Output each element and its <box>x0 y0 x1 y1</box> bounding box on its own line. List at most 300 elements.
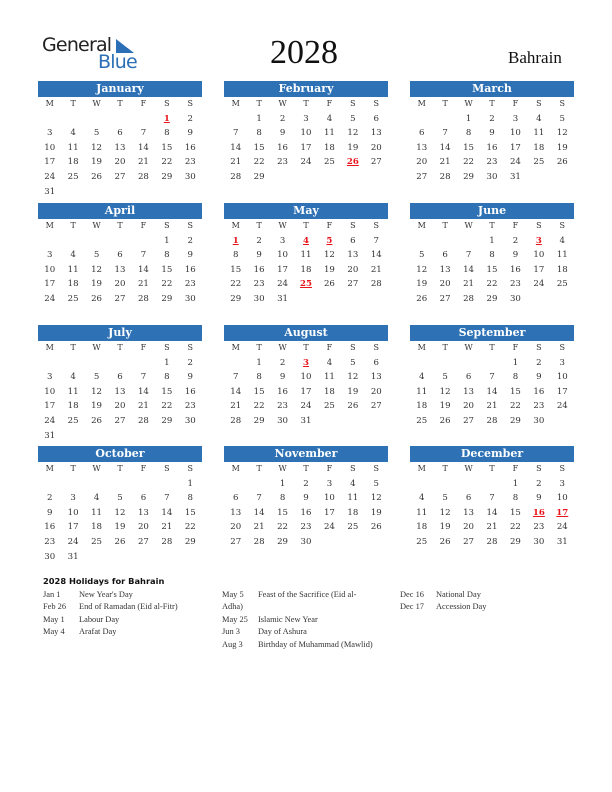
day-cell: 15 <box>230 264 242 275</box>
day-cell: 8 <box>279 493 286 504</box>
weekday-label: S <box>373 221 380 230</box>
calendar-year-title: 2028 <box>270 34 338 71</box>
empty-cell <box>132 112 155 127</box>
day-cell: 30 <box>184 293 196 304</box>
day-cell: 26 <box>439 415 451 426</box>
holiday-day-cell: 3 <box>535 235 542 246</box>
day-cell: 12 <box>439 386 451 397</box>
day-cell: 16 <box>253 264 265 275</box>
day-grid <box>410 341 574 429</box>
day-cell: 17 <box>44 401 56 412</box>
weekday-label: T <box>256 221 262 230</box>
day-cell: 2 <box>187 235 194 246</box>
day-cell: 31 <box>509 171 521 182</box>
day-cell: 1 <box>164 235 170 246</box>
day-cell: 24 <box>323 522 335 533</box>
day-grid <box>224 341 388 429</box>
weekday-label: F <box>326 464 333 473</box>
day-cell: 14 <box>439 142 451 153</box>
day-cell: 23 <box>184 401 196 412</box>
day-cell: 29 <box>509 536 521 547</box>
weekday-label: M <box>417 464 426 473</box>
empty-cell <box>108 477 131 492</box>
day-cell: 3 <box>46 128 53 139</box>
weekday-label: T <box>256 343 262 352</box>
weekday-label: M <box>231 343 240 352</box>
weekday-label: W <box>278 343 287 352</box>
day-grid <box>410 462 574 550</box>
day-cell: 22 <box>486 279 498 290</box>
day-cell: 14 <box>137 142 149 153</box>
day-cell: 17 <box>67 522 79 533</box>
day-cell: 13 <box>463 386 475 397</box>
day-cell: 30 <box>533 536 545 547</box>
empty-cell <box>85 234 108 249</box>
month-header: May <box>224 203 388 219</box>
day-cell: 2 <box>536 357 542 368</box>
holiday-date: May 25 <box>222 614 248 624</box>
day-cell: 8 <box>489 250 495 261</box>
day-cell: 31 <box>44 186 56 197</box>
day-cell: 7 <box>465 250 472 261</box>
weekday-label: F <box>512 99 519 108</box>
day-cell: 4 <box>93 493 100 504</box>
day-cell: 30 <box>277 415 289 426</box>
empty-cell <box>410 356 433 371</box>
day-cell: 10 <box>44 386 56 397</box>
day-cell: 22 <box>230 279 242 290</box>
weekday-label: S <box>187 464 194 473</box>
day-cell: 24 <box>44 171 56 182</box>
empty-cell <box>108 356 131 371</box>
month-august <box>224 325 388 429</box>
holiday-date: Aug 3 <box>222 639 243 649</box>
weekday-label: S <box>350 343 356 352</box>
day-cell: 30 <box>533 415 545 426</box>
day-cell: 11 <box>323 372 335 383</box>
day-cell: 20 <box>463 522 475 533</box>
day-cell: 18 <box>533 142 545 153</box>
day-cell: 22 <box>509 401 521 412</box>
day-cell: 2 <box>187 113 194 124</box>
day-cell: 30 <box>486 171 498 182</box>
day-cell: 17 <box>556 386 568 397</box>
day-cell: 5 <box>93 250 100 261</box>
weekday-label: W <box>464 464 473 473</box>
day-cell: 29 <box>161 171 173 182</box>
day-cell: 21 <box>370 264 382 275</box>
day-cell: 16 <box>184 386 196 397</box>
day-cell: 19 <box>91 401 103 412</box>
day-cell: 25 <box>556 279 568 290</box>
day-cell: 4 <box>70 372 76 383</box>
day-cell: 29 <box>161 293 173 304</box>
day-cell: 12 <box>323 250 335 261</box>
weekday-label: M <box>45 464 54 473</box>
day-cell: 23 <box>300 522 312 533</box>
day-cell: 28 <box>486 536 498 547</box>
day-cell: 16 <box>184 142 196 153</box>
day-cell: 25 <box>323 401 335 412</box>
day-cell: 11 <box>67 142 79 153</box>
day-cell: 13 <box>114 142 126 153</box>
day-cell: 1 <box>489 235 495 246</box>
day-cell: 3 <box>46 250 53 261</box>
empty-cell <box>132 234 155 249</box>
day-cell: 28 <box>137 415 149 426</box>
day-cell: 7 <box>489 493 495 504</box>
day-cell: 15 <box>509 507 521 518</box>
day-cell: 7 <box>232 128 239 139</box>
day-cell: 3 <box>326 478 333 489</box>
day-cell: 12 <box>347 128 359 139</box>
day-cell: 10 <box>67 507 79 518</box>
holiday-row <box>43 614 213 626</box>
day-cell: 7 <box>256 493 262 504</box>
day-cell: 12 <box>91 264 103 275</box>
day-cell: 23 <box>533 401 545 412</box>
day-grid <box>410 97 574 185</box>
day-cell: 17 <box>44 157 56 168</box>
day-cell: 27 <box>439 293 451 304</box>
day-cell: 10 <box>44 264 56 275</box>
day-cell: 26 <box>439 536 451 547</box>
day-grid <box>38 219 202 307</box>
day-cell: 7 <box>232 372 239 383</box>
day-cell: 17 <box>277 264 289 275</box>
day-cell: 18 <box>323 386 335 397</box>
day-cell: 14 <box>370 250 382 261</box>
day-cell: 24 <box>509 157 521 168</box>
day-cell: 4 <box>536 113 542 124</box>
empty-cell <box>61 234 84 249</box>
day-cell: 9 <box>279 128 286 139</box>
day-cell: 26 <box>91 293 103 304</box>
day-cell: 10 <box>300 128 312 139</box>
empty-cell <box>85 477 108 492</box>
general-blue-logo <box>42 34 142 74</box>
day-cell: 13 <box>370 372 382 383</box>
weekday-label: M <box>231 464 240 473</box>
day-cell: 13 <box>439 264 451 275</box>
month-header: February <box>224 81 388 97</box>
day-cell: 2 <box>303 478 309 489</box>
day-cell: 29 <box>253 415 265 426</box>
holiday-name: Accession Day <box>436 602 487 612</box>
weekday-label: S <box>164 99 170 108</box>
day-cell: 1 <box>164 357 170 368</box>
day-cell: 9 <box>536 493 542 504</box>
day-cell: 21 <box>230 157 242 168</box>
weekday-label: M <box>45 343 54 352</box>
day-cell: 27 <box>137 536 149 547</box>
weekday-label: F <box>326 221 333 230</box>
day-cell: 6 <box>232 493 239 504</box>
day-cell: 26 <box>416 293 428 304</box>
day-cell: 26 <box>370 522 382 533</box>
day-cell: 23 <box>253 279 265 290</box>
day-cell: 16 <box>277 142 289 153</box>
holiday-name: Birthday of Muhammad (Mawlid) <box>258 639 373 649</box>
day-cell: 17 <box>533 264 545 275</box>
day-cell: 21 <box>161 522 173 533</box>
empty-cell <box>61 356 84 371</box>
day-cell: 8 <box>164 372 170 383</box>
weekday-label: T <box>442 343 448 352</box>
day-cell: 14 <box>137 386 149 397</box>
day-cell: 14 <box>161 507 173 518</box>
day-cell: 15 <box>161 264 173 275</box>
day-cell: 24 <box>300 401 312 412</box>
day-cell: 6 <box>373 113 380 124</box>
day-cell: 25 <box>67 293 79 304</box>
day-cell: 8 <box>187 493 194 504</box>
holiday-day-cell: 3 <box>303 357 309 368</box>
holiday-row <box>400 601 570 613</box>
holiday-date: Jun 3 <box>222 627 240 637</box>
month-october <box>38 446 202 564</box>
empty-cell <box>433 234 456 249</box>
day-cell: 29 <box>463 171 475 182</box>
day-cell: 5 <box>117 493 123 504</box>
day-cell: 16 <box>44 522 56 533</box>
day-cell: 12 <box>416 264 428 275</box>
weekday-label: S <box>373 99 380 108</box>
empty-cell <box>410 234 433 249</box>
day-cell: 18 <box>416 522 428 533</box>
day-cell: 20 <box>370 386 382 397</box>
weekday-label: T <box>117 99 123 108</box>
empty-cell <box>132 477 155 492</box>
weekday-label: W <box>92 464 101 473</box>
day-cell: 6 <box>418 128 425 139</box>
day-cell: 9 <box>46 507 53 518</box>
empty-cell <box>457 234 480 249</box>
weekday-label: T <box>303 99 309 108</box>
weekday-label: W <box>464 221 473 230</box>
month-december <box>410 446 574 550</box>
weekday-label: S <box>164 343 170 352</box>
weekday-label: T <box>303 464 309 473</box>
day-cell: 20 <box>370 142 382 153</box>
day-cell: 1 <box>256 357 262 368</box>
day-cell: 19 <box>91 157 103 168</box>
day-cell: 28 <box>370 279 382 290</box>
day-cell: 25 <box>91 536 103 547</box>
day-cell: 22 <box>184 522 196 533</box>
holiday-date: Dec 17 <box>400 602 424 612</box>
empty-cell <box>457 477 480 492</box>
weekday-label: S <box>559 99 566 108</box>
day-cell: 17 <box>300 386 312 397</box>
day-cell: 1 <box>279 478 286 489</box>
day-cell: 7 <box>140 372 147 383</box>
holiday-row <box>222 639 394 651</box>
day-cell: 27 <box>370 401 382 412</box>
day-cell: 25 <box>323 157 335 168</box>
weekday-label: T <box>489 99 495 108</box>
day-cell: 23 <box>184 279 196 290</box>
empty-cell <box>85 356 108 371</box>
weekday-label: T <box>70 99 76 108</box>
day-cell: 26 <box>556 157 568 168</box>
country-label: Bahrain <box>508 48 562 67</box>
day-cell: 22 <box>463 157 475 168</box>
day-cell: 13 <box>416 142 428 153</box>
day-cell: 21 <box>230 401 242 412</box>
day-cell: 20 <box>463 401 475 412</box>
day-cell: 4 <box>418 493 425 504</box>
day-cell: 18 <box>67 401 79 412</box>
day-cell: 28 <box>463 293 475 304</box>
weekday-label: F <box>512 221 519 230</box>
day-cell: 2 <box>279 357 286 368</box>
day-cell: 20 <box>416 157 428 168</box>
day-cell: 27 <box>463 536 475 547</box>
weekday-label: F <box>326 99 333 108</box>
day-cell: 24 <box>556 401 568 412</box>
day-cell: 15 <box>161 142 173 153</box>
day-cell: 15 <box>463 142 475 153</box>
day-cell: 12 <box>556 128 568 139</box>
weekday-label: M <box>417 221 426 230</box>
empty-cell <box>224 356 247 371</box>
day-cell: 2 <box>512 235 519 246</box>
month-header: December <box>410 446 574 462</box>
day-cell: 15 <box>509 386 521 397</box>
day-cell: 12 <box>370 493 382 504</box>
day-cell: 20 <box>347 264 359 275</box>
day-cell: 5 <box>373 478 380 489</box>
day-cell: 25 <box>67 415 79 426</box>
weekday-label: S <box>350 99 356 108</box>
day-cell: 7 <box>373 235 380 246</box>
holiday-row <box>222 601 394 613</box>
weekday-label: W <box>278 464 287 473</box>
day-cell: 16 <box>533 386 545 397</box>
day-cell: 11 <box>347 493 359 504</box>
weekday-label: S <box>373 343 380 352</box>
day-cell: 14 <box>463 264 475 275</box>
weekday-label: S <box>350 464 356 473</box>
day-cell: 13 <box>137 507 149 518</box>
day-cell: 19 <box>347 386 359 397</box>
day-cell: 5 <box>418 250 425 261</box>
day-cell: 4 <box>350 478 356 489</box>
day-cell: 10 <box>533 250 545 261</box>
month-february <box>224 81 388 185</box>
weekday-label: T <box>117 343 123 352</box>
day-cell: 24 <box>556 522 568 533</box>
weekday-label: F <box>140 221 147 230</box>
day-cell: 31 <box>277 293 289 304</box>
day-cell: 24 <box>300 157 312 168</box>
day-cell: 2 <box>489 113 495 124</box>
day-cell: 20 <box>114 279 126 290</box>
weekday-label: W <box>92 221 101 230</box>
holiday-date: May 5 <box>222 590 244 599</box>
month-july <box>38 325 202 443</box>
day-cell: 19 <box>370 507 382 518</box>
weekday-label: M <box>417 99 426 108</box>
day-cell: 12 <box>91 386 103 397</box>
day-cell: 9 <box>187 372 194 383</box>
day-cell: 9 <box>536 372 542 383</box>
day-cell: 28 <box>439 171 451 182</box>
weekday-label: M <box>45 99 54 108</box>
day-cell: 20 <box>114 401 126 412</box>
weekday-label: S <box>559 464 566 473</box>
day-cell: 18 <box>67 279 79 290</box>
holiday-name: New Year's Day <box>79 590 133 599</box>
day-cell: 11 <box>556 250 568 261</box>
day-cell: 5 <box>442 493 448 504</box>
logo-text-general: General <box>42 34 112 56</box>
day-cell: 4 <box>559 235 566 246</box>
day-cell: 22 <box>161 157 173 168</box>
day-cell: 24 <box>44 293 56 304</box>
weekday-label: T <box>303 343 309 352</box>
day-cell: 8 <box>256 372 262 383</box>
day-cell: 16 <box>509 264 521 275</box>
day-cell: 20 <box>439 279 451 290</box>
day-cell: 14 <box>230 386 242 397</box>
holiday-date: May 1 <box>43 614 65 624</box>
holiday-name: Day of Ashura <box>258 627 307 637</box>
holiday-name: Arafat Day <box>79 627 117 637</box>
month-header: January <box>38 81 202 97</box>
empty-cell <box>433 356 456 371</box>
day-cell: 23 <box>533 522 545 533</box>
day-cell: 23 <box>44 536 56 547</box>
day-cell: 30 <box>44 551 56 562</box>
day-cell: 3 <box>70 493 76 504</box>
day-cell: 29 <box>486 293 498 304</box>
day-cell: 17 <box>323 507 335 518</box>
day-cell: 3 <box>46 372 53 383</box>
day-cell: 6 <box>350 235 356 246</box>
day-cell: 13 <box>114 386 126 397</box>
weekday-label: S <box>559 343 566 352</box>
weekday-label: S <box>187 221 194 230</box>
day-cell: 7 <box>442 128 448 139</box>
weekday-label: F <box>512 464 519 473</box>
day-cell: 5 <box>350 357 356 368</box>
day-cell: 17 <box>300 142 312 153</box>
weekday-label: T <box>442 464 448 473</box>
weekday-label: S <box>187 99 194 108</box>
day-cell: 11 <box>67 264 79 275</box>
holiday-day-cell: 26 <box>346 157 359 168</box>
day-cell: 18 <box>416 401 428 412</box>
day-cell: 25 <box>347 522 359 533</box>
day-cell: 3 <box>559 357 566 368</box>
weekday-label: M <box>45 221 54 230</box>
day-cell: 31 <box>300 415 312 426</box>
day-cell: 21 <box>486 401 498 412</box>
weekday-label: S <box>164 221 170 230</box>
empty-cell <box>108 234 131 249</box>
day-cell: 7 <box>140 128 147 139</box>
day-cell: 29 <box>230 293 242 304</box>
day-cell: 23 <box>486 157 498 168</box>
holiday-row <box>222 626 394 638</box>
day-cell: 29 <box>161 415 173 426</box>
empty-cell <box>410 112 433 127</box>
holiday-column <box>222 589 394 651</box>
day-cell: 16 <box>486 142 498 153</box>
day-grid <box>224 97 388 185</box>
